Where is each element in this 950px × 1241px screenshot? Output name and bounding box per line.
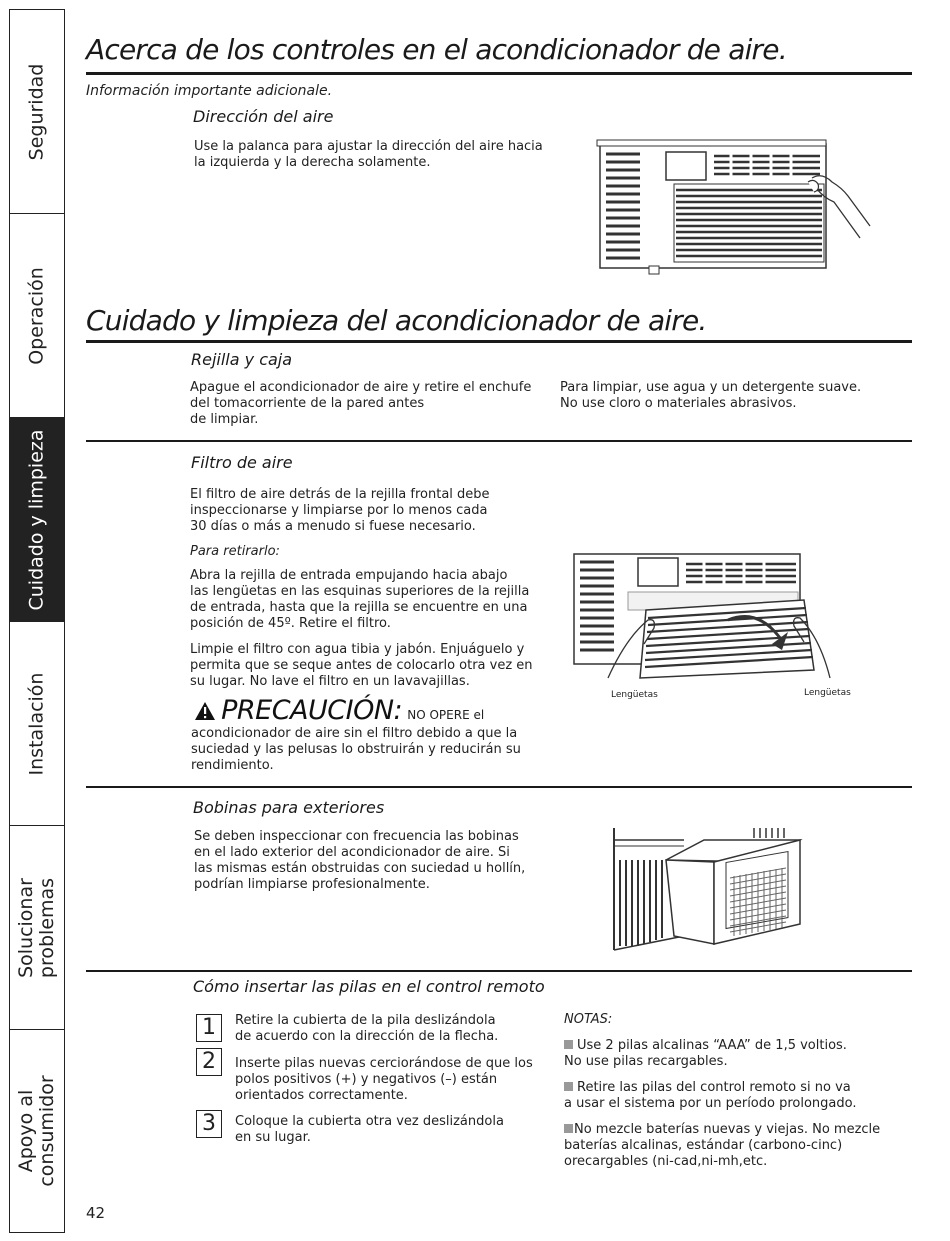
exterior-coils-illustration (604, 826, 804, 954)
bullet-square-icon (564, 1124, 573, 1133)
tab-label: Cuidado y limpieza (25, 428, 48, 611)
step-number-1: 1 (196, 1014, 222, 1042)
ac-unit-louver-illustration (594, 138, 874, 278)
grille-text-left: Apague el acondicionador de aire y retire el enchufe del tomacorriente de la pared antes de limpiar. (190, 380, 532, 427)
tab-label: Instalación (25, 672, 48, 775)
step-text-3: Coloque la cubierta otra vez deslizándola en su lugar. (235, 1114, 504, 1145)
note-text: Use 2 pilas alcalinas “AAA” de 1,5 voltios. No use pilas recargables. (564, 1038, 847, 1069)
page-number: 42 (86, 1204, 106, 1222)
tab-label: Operación (25, 266, 48, 365)
tab-operacion[interactable] (9, 213, 65, 418)
tab-label-right: Lengüetas (804, 688, 851, 698)
tab-label-left: Lengüetas (611, 690, 658, 700)
tab-apoyo-al-consumidor[interactable] (9, 1029, 65, 1233)
note-item-2 (564, 1080, 857, 1112)
caution-word: PRECAUCIÓN: (221, 695, 403, 726)
tab-label: Apoyo al consumidor (15, 1075, 58, 1187)
bullet-square-icon (564, 1082, 573, 1091)
caution-inline: NO OPERE el (407, 708, 485, 722)
section-tabs (9, 9, 67, 1233)
ac-filter-removal-illustration (568, 548, 868, 698)
note-text: Retire las pilas del control remoto si no va a usar el sistema por un período prolongado. (564, 1080, 857, 1111)
note-item-3 (564, 1122, 880, 1170)
divider (86, 340, 912, 343)
bullet-square-icon (564, 1040, 573, 1049)
divider (86, 786, 912, 788)
section-subtitle: Información importante adicionale. (86, 83, 333, 99)
filter-text-clean: Limpie el filtro con agua tibia y jabón. Enjuáguelo y permita que se seque antes de colocarlo otra vez en su lugar. No lave el filtro en un lavavajillas. (190, 642, 533, 689)
caution-line (194, 695, 484, 726)
filter-text-remove: Abra la rejilla de entrada empujando hacia abajo las lengüetas en las esquinas superiores de la rejilla de entrada, hasta que la rejilla se encuentre en una posición de 45º. Retire el filtro. (190, 568, 530, 631)
coils-text: Se deben inspeccionar con frecuencia las bobinas en el lado exterior del acondicionador de aire. Si las mismas están obstruidas con suciedad u hollín, podrían limpiarse profesionalmente. (194, 829, 526, 892)
section-title-controls: Acerca de los controles en el acondicionador de aire. (86, 33, 787, 66)
note-text: No mezcle baterías nuevas y viejas. No mezcle baterías alcalinas, estándar (carbono-cinc) orecargables (ni-cad,ni-mh,etc. (564, 1122, 881, 1169)
air-direction-heading: Dirección del aire (193, 107, 334, 126)
filter-text-intro: El filtro de aire detrás de la rejilla frontal debe inspeccionarse y limpiarse por lo menos cada 30 días o más a menudo si fuese necesario. (190, 487, 490, 534)
notes-title: NOTAS: (564, 1012, 613, 1027)
divider (86, 72, 912, 75)
coils-heading: Bobinas para exteriores (193, 798, 385, 817)
section-title-care: Cuidado y limpieza del acondicionador de aire. (86, 304, 707, 337)
warning-icon (194, 701, 216, 721)
air-direction-text: Use la palanca para ajustar la dirección del aire hacia la izquierda y la derecha solamente. (194, 139, 543, 170)
tab-solucionar-problemas[interactable] (9, 825, 65, 1030)
divider (86, 440, 912, 442)
tab-label: Seguridad (25, 63, 48, 160)
batteries-heading: Cómo insertar las pilas en el control remoto (193, 977, 545, 996)
tab-label: Solucionar problemas (15, 877, 58, 978)
step-number-3: 3 (196, 1110, 222, 1138)
note-item-1 (564, 1038, 847, 1070)
tab-instalacion[interactable] (9, 621, 65, 826)
step-text-1: Retire la cubierta de la pila deslizándola de acuerdo con la dirección de la flecha. (235, 1013, 499, 1044)
step-number-2: 2 (196, 1048, 222, 1076)
remove-label: Para retirarlo: (190, 544, 280, 559)
grille-text-right: Para limpiar, use agua y un detergente suave. No use cloro o materiales abrasivos. (560, 380, 862, 411)
grille-heading: Rejilla y caja (191, 350, 293, 369)
divider (86, 970, 912, 972)
tab-seguridad[interactable] (9, 9, 65, 214)
filter-heading: Filtro de aire (191, 453, 293, 472)
caution-text: acondicionador de aire sin el filtro debido a que la suciedad y las pelusas lo obstruirán y reducirán su rendimiento. (191, 726, 521, 773)
step-text-2: Inserte pilas nuevas cerciorándose de que los polos positivos (+) y negativos (–) están orientados correctamente. (235, 1056, 533, 1103)
tab-cuidado-y-limpieza[interactable] (9, 417, 65, 622)
